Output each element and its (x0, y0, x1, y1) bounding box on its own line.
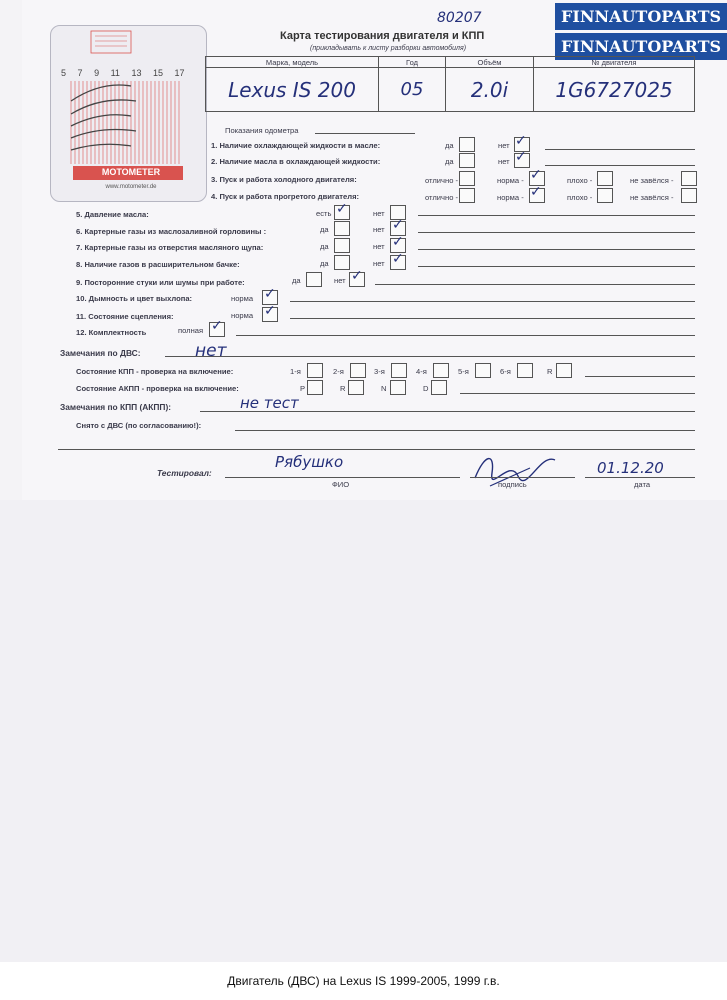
kpp-gear-r: R (547, 367, 553, 376)
sign-line (470, 477, 575, 478)
fio-line (225, 477, 460, 478)
row-2-line (545, 165, 695, 166)
header-col-year: Год (379, 57, 446, 68)
row-1-opt-yes: да (445, 141, 454, 150)
row-5-opt-yes: есть (316, 209, 332, 218)
row-9-opt-no: нет (334, 276, 346, 285)
row-8-opt-yes: да (320, 259, 329, 268)
row-10-label: 10. Дымность и цвет выхлопа: (76, 294, 193, 303)
dvs-remarks-label: Замечания по ДВС: (60, 348, 141, 358)
engine-number-value: 1G6727025 (555, 77, 673, 102)
kpp-gear-4: 4-я (416, 367, 427, 376)
akpp-gear-r-checkbox[interactable] (348, 380, 364, 395)
model-value: Lexus IS 200 (228, 77, 356, 102)
row-9-line (375, 284, 695, 285)
row-9-label: 9. Посторонние стуки или шумы при работе: (76, 278, 245, 287)
kpp-gear-2-checkbox[interactable] (350, 363, 366, 378)
kpp-gear-6-checkbox[interactable] (517, 363, 533, 378)
row-12-label: 12. Комплектность (76, 328, 147, 337)
row-7-yes-checkbox[interactable] (334, 238, 350, 253)
odometer-label: Показания одометра (225, 126, 299, 135)
date-value: 01.12.20 (597, 459, 664, 477)
row-3-label: 3. Пуск и работа холодного двигателя: (211, 175, 357, 184)
row-4-excellent-checkbox[interactable] (459, 188, 475, 203)
row-11-opt-normal: норма (231, 311, 254, 320)
removed-label: Снято с ДВС (по согласованию!): (76, 421, 202, 430)
akpp-gear-r: R (340, 384, 346, 393)
tested-label: Тестировал: (157, 468, 212, 478)
kpp-gear-4-checkbox[interactable] (433, 363, 449, 378)
header-col-volume: Объём (446, 57, 534, 68)
row-7-check-mark: ✓ (392, 234, 404, 250)
header-col-model: Марка, модель (206, 57, 379, 68)
kpp-remarks-label: Замечания по КПП (АКПП): (60, 402, 172, 412)
date-label: дата (634, 480, 651, 489)
form-title: Карта тестирования двигателя и КПП (280, 30, 485, 42)
row-6-label: 6. Картерные газы из маслозаливной горловины : (76, 227, 267, 236)
row-4-opt-not-started: не завёлся - (630, 193, 674, 202)
row-10-check-mark: ✓ (264, 286, 276, 302)
kpp-label: Состояние КПП - проверка на включение: (76, 367, 234, 376)
row-5-label: 5. Давление масла: (76, 210, 149, 219)
row-3-excellent-checkbox[interactable] (459, 171, 475, 186)
row-5-line (418, 215, 695, 216)
row-12-opt-full: полная (178, 326, 204, 335)
row-9-opt-yes: да (292, 276, 301, 285)
row-4-label: 4. Пуск и работа прогретого двигателя: (211, 192, 360, 201)
row-4-opt-bad: плохо - (567, 193, 593, 202)
header-col-engine: № двигателя (534, 57, 695, 68)
row-3-check-mark: ✓ (530, 167, 542, 183)
row-1-line (545, 149, 695, 150)
row-3-opt-not-started: не завёлся - (630, 176, 674, 185)
akpp-gear-d-checkbox[interactable] (431, 380, 447, 395)
row-11-line (290, 318, 695, 319)
row-7-line (418, 249, 695, 250)
row-1-label: 1. Наличие охлаждающей жидкости в масле: (211, 141, 381, 150)
kpp-gear-1: 1-я (290, 367, 301, 376)
row-5-opt-no: нет (373, 209, 385, 218)
row-7-label: 7. Картерные газы из отверстия масляного щупа: (76, 243, 264, 252)
row-7-opt-no: нет (373, 242, 385, 251)
row-3-bad-checkbox[interactable] (597, 171, 613, 186)
akpp-gear-p: P (300, 384, 306, 393)
row-3-opt-bad: плохо - (567, 176, 593, 185)
row-10-line (290, 301, 695, 302)
form-subtitle: (прикладывать к листу разборки автомобиля) (310, 45, 467, 52)
kpp-gear-2: 2-я (333, 367, 344, 376)
volume-value: 2.0i (470, 77, 509, 102)
kpp-gear-5: 5-я (458, 367, 469, 376)
row-2-opt-no: нет (498, 157, 510, 166)
akpp-gear-d: D (423, 384, 429, 393)
row-11-check-mark: ✓ (264, 303, 276, 319)
row-8-yes-checkbox[interactable] (334, 255, 350, 270)
row-12-line (236, 335, 695, 336)
row-2-check-mark: ✓ (515, 149, 527, 165)
row-4-opt-excellent: отлично - (425, 193, 459, 202)
row-3-opt-normal: норма - (497, 176, 524, 185)
date-line (585, 477, 695, 478)
vehicle-header-table (205, 56, 695, 112)
row-4-check-mark: ✓ (530, 184, 542, 200)
row-1-yes-checkbox[interactable] (459, 137, 475, 152)
row-9-yes-checkbox[interactable] (306, 272, 322, 287)
kpp-gear-5-checkbox[interactable] (475, 363, 491, 378)
kpp-gear-6: 6-я (500, 367, 511, 376)
row-2-yes-checkbox[interactable] (459, 153, 475, 168)
fio-label: ФИО (332, 480, 350, 489)
image-caption: Двигатель (ДВС) на Lexus IS 1999-2005, 1999 г.в. (0, 962, 727, 1000)
motometer-gauge-card (50, 25, 207, 202)
row-6-opt-yes: да (320, 225, 329, 234)
row-8-label: 8. Наличие газов в расширительном бачке: (76, 260, 240, 269)
row-4-not-started-checkbox[interactable] (681, 188, 697, 203)
spare-line (58, 449, 695, 450)
akpp-label: Состояние АКПП - проверка на включение: (76, 384, 239, 393)
row-2-opt-yes: да (445, 157, 454, 166)
row-6-check-mark: ✓ (392, 217, 404, 233)
kpp-line (585, 376, 695, 377)
blank-area (0, 500, 727, 962)
akpp-gear-n: N (381, 384, 387, 393)
row-9-check-mark: ✓ (351, 268, 363, 284)
row-7-opt-yes: да (320, 242, 329, 251)
brand-logo-bottom: FINNAUTOPARTS (555, 33, 727, 60)
row-1-check-mark: ✓ (515, 133, 527, 149)
sign-label: подпись (498, 480, 527, 489)
gauge-site: www.motometer.de (105, 184, 157, 190)
row-6-line (418, 232, 695, 233)
row-3-opt-excellent: отлично - (425, 176, 459, 185)
row-2-label: 2. Наличие масла в охлаждающей жидкости: (211, 157, 381, 166)
gauge-scale: 5 7 9 11 13 15 17 (61, 68, 185, 78)
akpp-gear-n-checkbox[interactable] (390, 380, 406, 395)
akpp-gear-p-checkbox[interactable] (307, 380, 323, 395)
kpp-remarks-value: не тест (240, 394, 299, 412)
row-8-opt-no: нет (373, 259, 385, 268)
row-8-line (418, 266, 695, 267)
year-value: 05 (400, 79, 424, 100)
kpp-gear-3: 3-я (374, 367, 385, 376)
row-8-check-mark: ✓ (392, 251, 404, 267)
top-handwritten-number: 80207 (437, 10, 482, 26)
removed-line (235, 430, 695, 431)
row-4-opt-normal: норма - (497, 193, 524, 202)
dvs-remarks-value: нет (195, 341, 227, 361)
akpp-line (460, 393, 695, 394)
row-5-check-mark: ✓ (336, 201, 348, 217)
gauge-brand: MOTOMETER (101, 167, 161, 177)
brand-logo-top: FINNAUTOPARTS (555, 3, 727, 30)
row-10-opt-normal: норма (231, 294, 254, 303)
row-1-opt-no: нет (498, 141, 510, 150)
row-12-check-mark: ✓ (211, 318, 223, 334)
row-11-label: 11. Состояние сцепления: (76, 312, 174, 321)
row-3-not-started-checkbox[interactable] (681, 171, 697, 186)
odometer-line (315, 133, 415, 134)
kpp-gear-1-checkbox[interactable] (307, 363, 323, 378)
row-4-bad-checkbox[interactable] (597, 188, 613, 203)
dvs-remarks-line (165, 356, 695, 357)
kpp-remarks-line (200, 411, 695, 412)
tester-name: Рябушко (275, 453, 344, 471)
kpp-gear-r-checkbox[interactable] (556, 363, 572, 378)
row-6-yes-checkbox[interactable] (334, 221, 350, 236)
kpp-gear-3-checkbox[interactable] (391, 363, 407, 378)
row-6-opt-no: нет (373, 225, 385, 234)
